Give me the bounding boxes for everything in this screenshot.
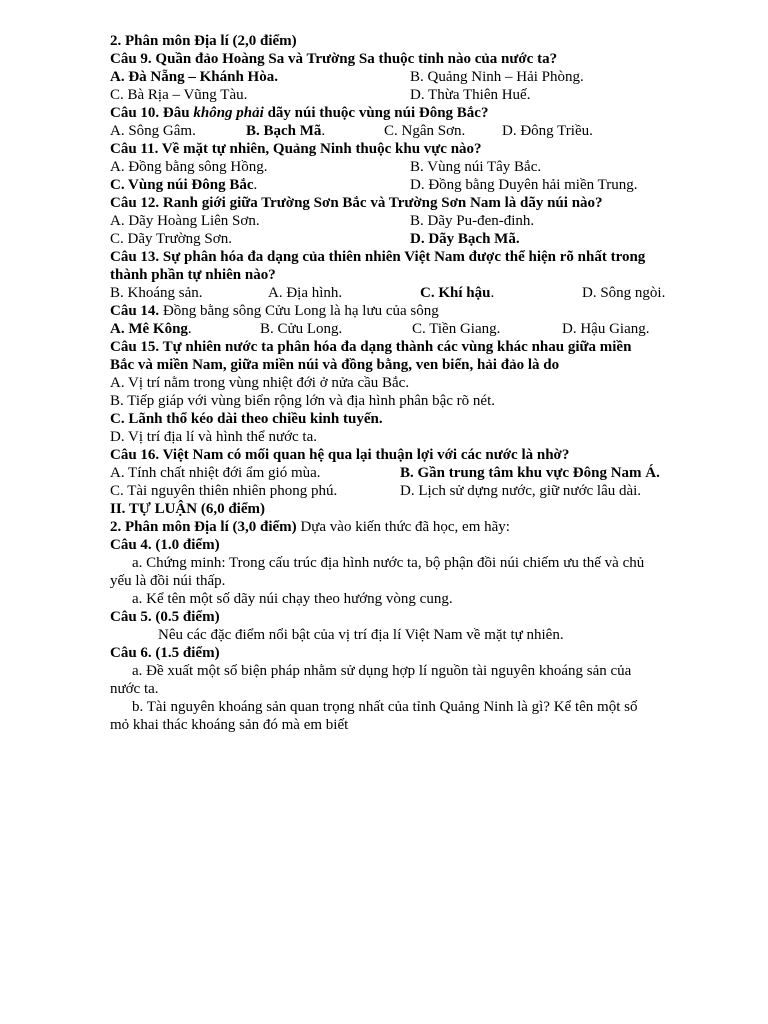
question-15-option-b: B. Tiếp giáp với vùng biển rộng lớn và địa hình phân bậc rõ nét. bbox=[110, 393, 495, 409]
question-10-option-b bbox=[246, 122, 325, 140]
question-13-option-1: B. Khoáng sản. bbox=[110, 285, 203, 301]
question-15-option-a: A. Vị trí nằm trong vùng nhiệt đới ở nửa cầu Bắc. bbox=[110, 375, 410, 391]
question-16-option-b: B. Gần trung tâm khu vực Đông Nam Á. bbox=[400, 465, 660, 481]
question-12-option-a: A. Dãy Hoàng Liên Sơn. bbox=[110, 213, 260, 229]
question-10-options-row bbox=[110, 122, 710, 140]
question-12-stem: Câu 12. Ranh giới giữa Trường Sơn Bắc và Trường Sơn Nam là dãy núi nào? bbox=[110, 195, 603, 211]
question-14-option-a bbox=[110, 320, 192, 338]
question-12-option-b: B. Dãy Pu-đen-đinh. bbox=[410, 213, 535, 229]
question-15-stem-line-2: Bắc và miền Nam, giữa miền núi và đồng bằng, ven biển, hải đảo là do bbox=[110, 357, 560, 373]
question-13-option-3-text: C. Khí hậu bbox=[420, 285, 491, 301]
question-14-option-a-tail: . bbox=[187, 321, 192, 337]
question-16-options-row-2 bbox=[110, 482, 710, 500]
essay-question-4-title: Câu 4. (1.0 điểm) bbox=[110, 537, 220, 553]
question-11-options-row-1 bbox=[110, 158, 710, 176]
question-11-option-c-tail: . bbox=[253, 177, 258, 193]
question-14-option-d: D. Hậu Giang. bbox=[562, 321, 650, 337]
essay-question-6-part-a-line-2: nước ta. bbox=[110, 681, 159, 697]
question-13-stem-line-1: Câu 13. Sự phân hóa đa dạng của thiên nhiên Việt Nam được thể hiện rõ nhất trong bbox=[110, 249, 646, 265]
question-13-option-4: D. Sông ngòi. bbox=[582, 285, 666, 301]
question-11-option-a: A. Đồng bằng sông Hồng. bbox=[110, 159, 268, 175]
question-14-option-b: B. Cửu Long. bbox=[260, 321, 343, 337]
question-9-options-row-1 bbox=[110, 68, 710, 86]
essay-question-5-title: Câu 5. (0.5 điểm) bbox=[110, 609, 220, 625]
question-10-option-a: A. Sông Gâm. bbox=[110, 123, 196, 139]
essay-section-title: II. TỰ LUẬN (6,0 điểm) bbox=[110, 501, 266, 517]
question-14-option-a-text: A. Mê Kông bbox=[110, 321, 188, 337]
essay-question-6-title: Câu 6. (1.5 điểm) bbox=[110, 645, 220, 661]
question-15-option-c: C. Lãnh thổ kéo dài theo chiều kinh tuyến. bbox=[110, 411, 383, 427]
essay-geography-instruction: Dựa vào kiến thức đã học, em hãy: bbox=[296, 519, 510, 535]
exam-content bbox=[110, 32, 710, 734]
essay-question-4-part-b: a. Kể tên một số dãy núi chạy theo hướng vòng cung. bbox=[132, 591, 453, 607]
question-16-option-c: C. Tài nguyên thiên nhiên phong phú. bbox=[110, 483, 338, 499]
question-10-option-b-tail: . bbox=[321, 123, 326, 139]
question-10-stem-part-2: dãy núi thuộc vùng núi Đông Bắc? bbox=[263, 105, 489, 121]
question-10-option-b-text: B. Bạch Mã bbox=[246, 123, 322, 139]
question-16-options-row-1 bbox=[110, 464, 710, 482]
question-13-stem-line-2: thành phần tự nhiên nào? bbox=[110, 267, 276, 283]
question-12-options-row-2 bbox=[110, 230, 710, 248]
question-16-stem: Câu 16. Việt Nam có mối quan hệ qua lại thuận lợi với các nước là nhờ? bbox=[110, 447, 570, 463]
essay-question-6-part-a-line-1: a. Đề xuất một số biện pháp nhằm sử dụng hợp lí nguồn tài nguyên khoáng sản của bbox=[132, 663, 632, 679]
question-13-option-3 bbox=[420, 284, 494, 302]
question-11-option-b: B. Vùng núi Tây Bắc. bbox=[410, 159, 542, 175]
question-10-stem-part-1: Câu 10. Đâu bbox=[110, 105, 194, 121]
question-12-option-c: C. Dãy Trường Sơn. bbox=[110, 231, 232, 247]
question-12-options-row-1 bbox=[110, 212, 710, 230]
essay-question-4-part-a-line-2: yếu là đồi núi thấp. bbox=[110, 573, 226, 589]
essay-question-4-part-a-line-1: a. Chứng minh: Trong cấu trúc địa hình nước ta, bộ phận đồi núi chiếm ưu thế và chủ bbox=[132, 555, 645, 571]
question-13-options-row bbox=[110, 284, 710, 302]
question-11-stem: Câu 11. Về mặt tự nhiên, Quảng Ninh thuộc khu vực nào? bbox=[110, 141, 482, 157]
section-heading-geography: 2. Phân môn Địa lí (2,0 điểm) bbox=[110, 33, 297, 49]
question-9-option-d: D. Thừa Thiên Huế. bbox=[410, 87, 531, 103]
question-14-stem-text: Đồng bằng sông Cửu Long là hạ lưu của sông bbox=[159, 303, 439, 319]
question-11-option-d: D. Đồng bằng Duyên hải miền Trung. bbox=[410, 177, 638, 193]
question-13-option-3-tail: . bbox=[490, 285, 495, 301]
essay-question-6-part-b-line-2: mỏ khai thác khoáng sản đó mà em biết bbox=[110, 717, 349, 733]
question-13-option-2: A. Địa hình. bbox=[268, 285, 343, 301]
question-14-option-c: C. Tiền Giang. bbox=[412, 321, 501, 337]
question-14-options-row bbox=[110, 320, 710, 338]
essay-geography-heading bbox=[110, 518, 710, 536]
question-16-option-a: A. Tính chất nhiệt đới ẩm gió mùa. bbox=[110, 465, 321, 481]
question-14-stem bbox=[110, 302, 710, 320]
question-9-options-row-2 bbox=[110, 86, 710, 104]
question-9-option-a: A. Đà Nẵng – Khánh Hòa. bbox=[110, 69, 278, 85]
question-11-options-row-2 bbox=[110, 176, 710, 194]
essay-question-5-text: Nêu các đặc điểm nổi bật của vị trí địa lí Việt Nam về mặt tự nhiên. bbox=[158, 627, 564, 643]
question-10-option-d: D. Đông Triều. bbox=[502, 123, 593, 139]
question-11-option-c bbox=[110, 176, 257, 194]
question-9-option-c: C. Bà Rịa – Vũng Tàu. bbox=[110, 87, 248, 103]
question-10-stem-emphasis: không phải bbox=[193, 105, 264, 121]
question-15-option-d: D. Vị trí địa lí và hình thể nước ta. bbox=[110, 429, 317, 445]
question-9-stem: Câu 9. Quần đảo Hoàng Sa và Trường Sa thuộc tỉnh nào của nước ta? bbox=[110, 51, 558, 67]
question-14-stem-label: Câu 14. bbox=[110, 303, 160, 319]
essay-geography-label: 2. Phân môn Địa lí (3,0 điểm) bbox=[110, 519, 297, 535]
question-15-stem-line-1: Câu 15. Tự nhiên nước ta phân hóa đa dạng thành các vùng khác nhau giữa miền bbox=[110, 339, 632, 355]
question-11-option-c-text: C. Vùng núi Đông Bắc bbox=[110, 177, 254, 193]
essay-question-6-part-b-line-1: b. Tài nguyên khoáng sản quan trọng nhất của tỉnh Quảng Ninh là gì? Kể tên một số bbox=[132, 699, 638, 715]
question-10-option-c: C. Ngân Sơn. bbox=[384, 123, 466, 139]
question-9-option-b: B. Quảng Ninh – Hải Phòng. bbox=[410, 69, 584, 85]
question-16-option-d: D. Lịch sử dựng nước, giữ nước lâu dài. bbox=[400, 483, 642, 499]
question-12-option-d: D. Dãy Bạch Mã. bbox=[410, 231, 520, 247]
question-10-stem bbox=[110, 104, 710, 122]
